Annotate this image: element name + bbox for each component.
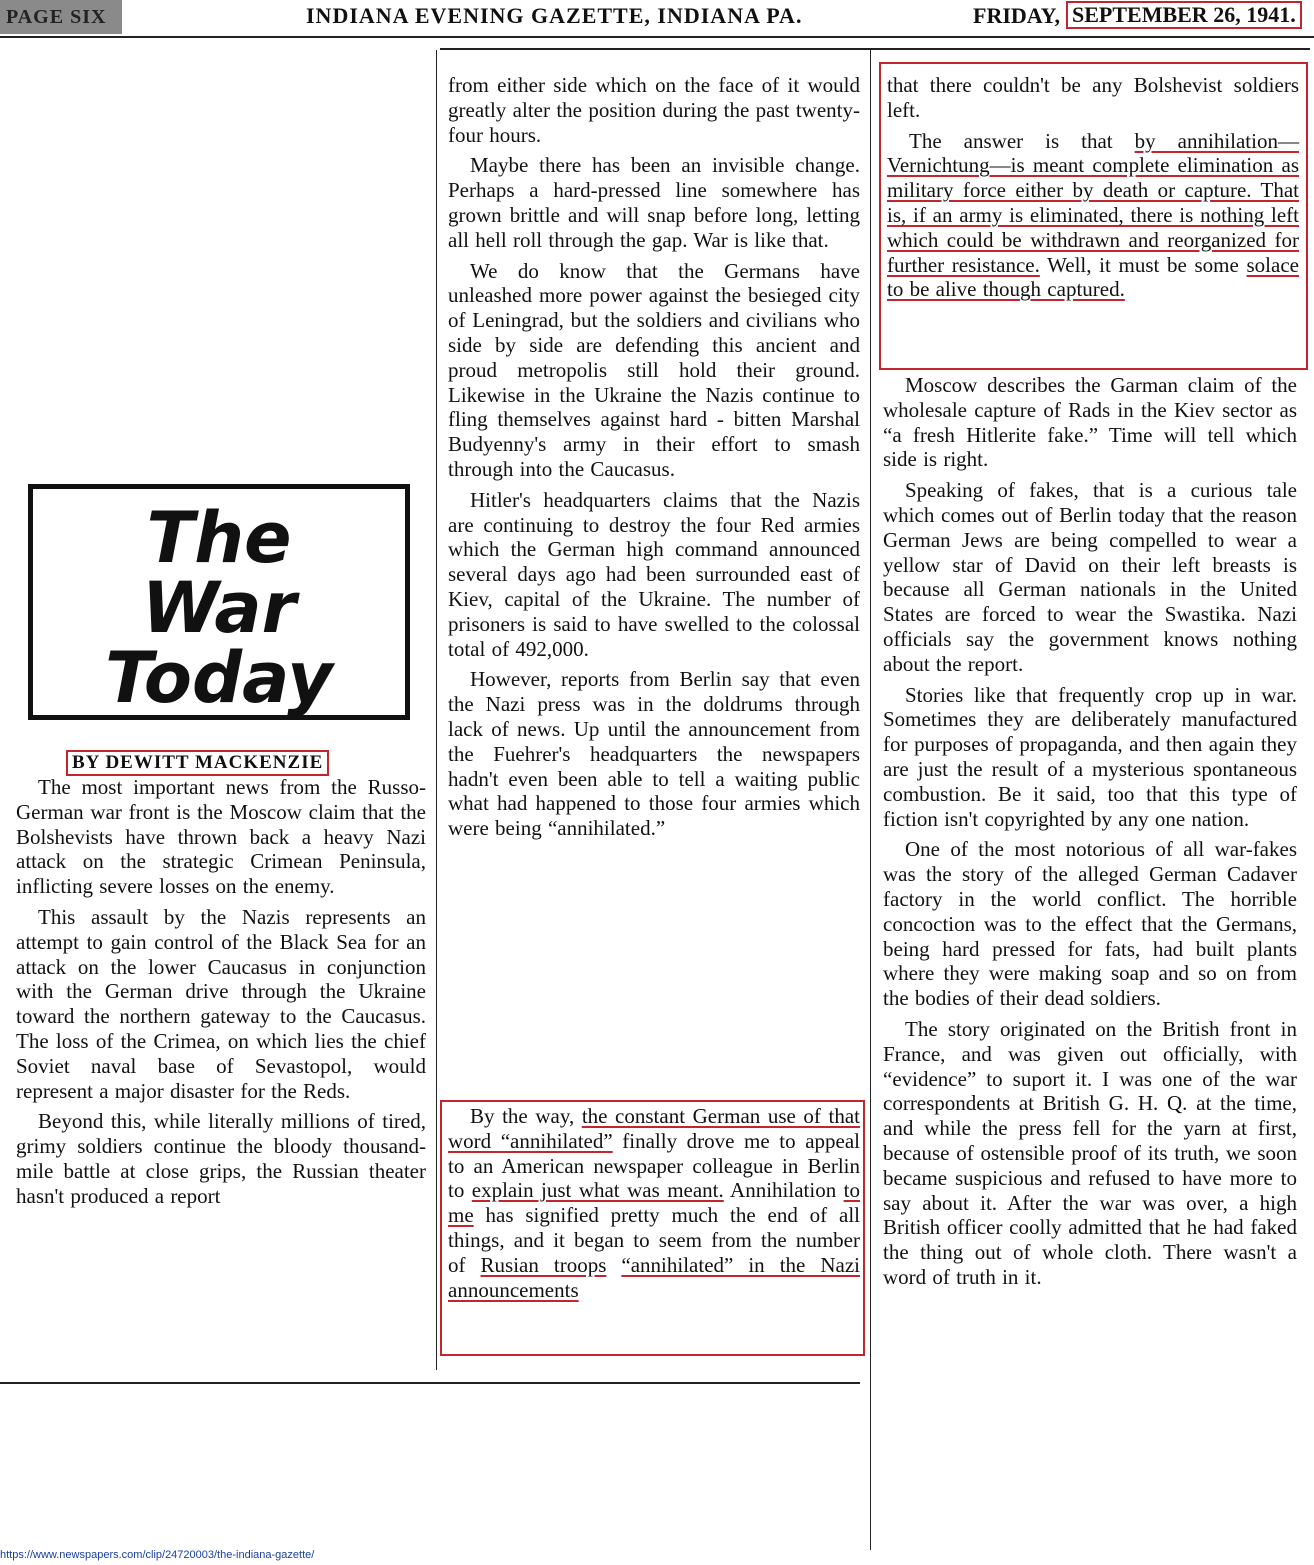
logo-line-the: The (146, 497, 292, 579)
paragraph: Beyond this, while literally millions of tired, grimy soldiers continue the bloody thousand-mile battle at close grips, the Russian theater hasn't produced a report (16, 1109, 426, 1208)
paragraph: We do know that the Germans have unleashed more power against the besieged city of Leningrad, but the soldiers and civilians who side by side are defending this ancient and proud metropolis still hold their ground. Likewise in the Ukraine the Nazis continue to fling themselves against hard - bitten Marshal Budyenny's army in their effort to smash through into the Caucasus. (448, 258, 860, 481)
highlight-phrase: solace to be alive though captured. (887, 252, 1299, 302)
column-divider-left (436, 50, 437, 1370)
publication-date: SEPTEMBER 26, 1941. (1066, 1, 1302, 29)
highlight-phrase: by annihilation—Vernichtung—is meant complete elimination as military force either by death or capture. That is, if an army is eliminated, there is nothing left which could be withdrawn and reorganized for further resistance. (887, 128, 1299, 277)
paragraph: By the way, the constant German use of that word “annihilated” finally drove me to appeal to an American newspaper colleague in Berlin to explain just what was meant. Annihilation to me has signified pretty much the end of all things, and it began to seem from the number of Rusian troops “annihilated” in the Nazi announcements (448, 1104, 861, 1302)
logo-line-today: Today (105, 637, 333, 719)
publication-day: FRIDAY, (973, 3, 1061, 28)
highlight-phrase: the constant German use of that word “annihilated” (448, 1104, 861, 1153)
column-1-text (16, 775, 426, 1215)
masthead-rule (0, 36, 1314, 38)
column-3-text (883, 373, 1297, 1296)
paragraph: One of the most notorious of all war-fakes was the story of the alleged German Cadaver factory in the world conflict. The horrible concoction was to the effect that the Germans, being hard pressed for fats, had built plants where they were making soap and so on from the bodies of their dead soldiers. (883, 837, 1297, 1011)
column-logo (28, 484, 410, 720)
paragraph: The most important news from the Russo-German war front is the Moscow claim that the Bolshevists have thrown back a heavy Nazi attack on the strategic Crimean Peninsula, inflicting severe losses on the enemy. (16, 775, 426, 899)
paragraph: This assault by the Nazis represents an attempt to gain control of the Black Sea for an attack on the lower Caucasus in conjunction with the German drive through the Ukraine toward the northern gateway to the Caucasus. The loss of the Crimea, on which lies the chief Soviet naval base of Sevastopol, would represent a major disaster for the Reds. (16, 904, 426, 1103)
byline: BY DEWITT MACKENZIE (66, 750, 329, 776)
clip-source-link[interactable]: https://www.newspapers.com/clip/24720003/the-indiana-gazette/ (0, 1549, 315, 1561)
paragraph: However, reports from Berlin say that even the Nazi press was in the doldrums through lack of news. Up until the announcement from the Fuehrer's headquarters the newspapers hadn't even been able to tell a waiting public what had happened to those four armies which were being “annihilated.” (448, 667, 860, 841)
page-label: PAGE SIX (0, 0, 122, 34)
newspaper-title: INDIANA EVENING GAZETTE, INDIANA PA. (306, 3, 803, 28)
highlight-phrase: Rusian troops (480, 1252, 607, 1277)
logo-line-war: War (141, 567, 297, 649)
paragraph: Speaking of fakes, that is a curious tale which comes out of Berlin today that the reason German Jews are being compelled to wear a yellow star of David on their left breasts is because all German nationals in the United States are forced to wear the Swastika. Nazi officials say the government knows nothing about the report. (883, 478, 1297, 676)
paragraph: from either side which on the face of it would greatly alter the position during the past twenty-four hours. (448, 73, 860, 147)
paragraph: Stories like that frequently crop up in war. Sometimes they are deliberately manufactured for purposes of propaganda, and then again they are just the result of a mysterious spontaneous combustion. Be it said, too that this type of fiction isn't copyrighted by any one nation. (883, 682, 1297, 831)
highlight-phrase: explain just what was meant. (471, 1178, 724, 1203)
column-3-highlighted-text (887, 73, 1299, 308)
column-2-text (448, 73, 860, 847)
highlight-phrase: to me (448, 1178, 860, 1228)
paragraph: Hitler's headquarters claims that the Nazis are continuing to destroy the four Red armies which the German high command announced several days ago had been surrounded east of Kiev, capital of the Ukraine. The number of prisoners is said to have swelled to the colossal total of 492,000. (448, 487, 860, 661)
paragraph: The story originated on the British front in France, and was given out officially, with “evidence” to suport it. I was one of the war correspondents at British G. H. Q. at the time, and while the press fell for the yarn at first, because of ostensible proof of its truth, we soon became suspicious and refused to have more to say about it. After the war was over, a high British officer coolly admitted that he had faked the thing out of whole cloth. There wasn't a word of truth in it. (883, 1016, 1297, 1289)
column-divider-right (870, 50, 871, 1550)
column-2-highlighted-text (448, 1104, 860, 1308)
paragraph: that there couldn't be any Bolshevist soldiers left. (887, 73, 1299, 122)
paragraph: The answer is that by annihilation—Vernichtung—is meant complete elimination as military force either by death or capture. That is, if an army is eliminated, there is nothing left which could be withdrawn and reorganized for further resistance. Well, it must be some solace to be alive though captured. (887, 128, 1299, 302)
highlight-phrase: “annihilated” in the Nazi announcements (448, 1252, 861, 1302)
masthead (0, 0, 1314, 34)
paragraph: Moscow describes the Garman claim of the wholesale capture of Rads in the Kiev sector as “a fresh Hitlerite fake.” Time will tell which side is right. (883, 373, 1297, 472)
column-header-rule (440, 48, 1310, 50)
column-end-rule (0, 1382, 860, 1384)
paragraph: Maybe there has been an invisible change. Perhaps a hard-pressed line somewhere has grown brittle and will snap before long, letting all hell roll through the gap. War is like that. (448, 153, 860, 252)
